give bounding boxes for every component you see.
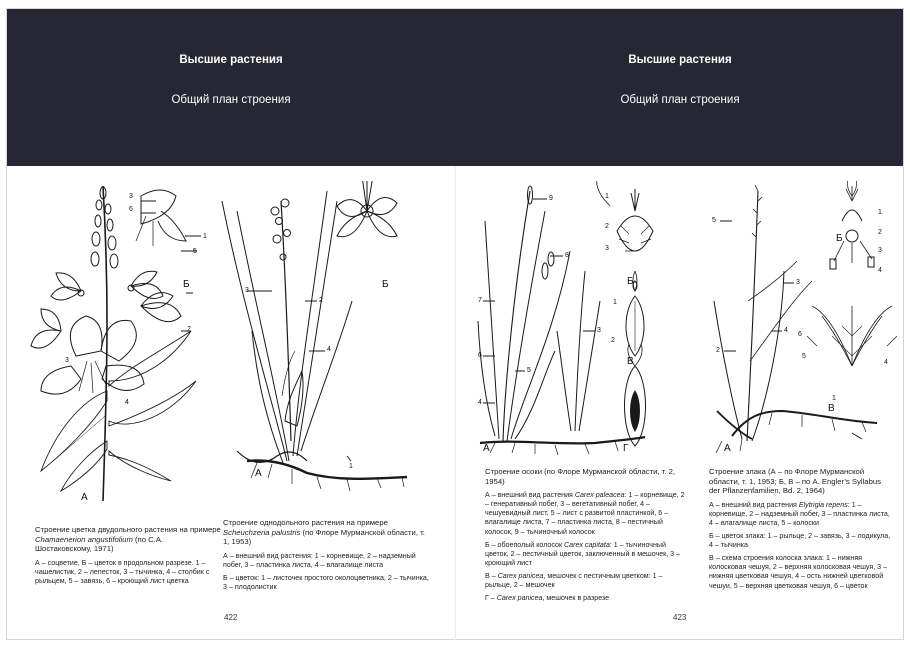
fig3-label-7: 7 xyxy=(478,297,482,304)
left-page-title: Высшие растения xyxy=(179,54,283,66)
fig2-label-2: 2 xyxy=(319,297,323,304)
fig4-label-B: Б xyxy=(836,233,843,244)
grass-drawing xyxy=(702,181,897,456)
fig4-label-V5: 5 xyxy=(802,353,806,360)
fig3-caption-b: Б – обоеполый колосок Carex capitata: 1 – тычиночный цветок, 2 – пестичный цветок, заключенный в мешочек, 3 – кроющий лист xyxy=(485,540,681,567)
fig3-label-V: В xyxy=(627,356,634,367)
fig4-label-4: 4 xyxy=(784,327,788,334)
scheuchzeria-illustration xyxy=(217,181,432,496)
fig1-caption xyxy=(35,525,221,590)
fig3-label-V2: 2 xyxy=(611,337,615,344)
fig4-caption-title: Строение злака (А – по Флоре Мурманской области, т. 1, 1953; Б, В – по A. Engler’s Syllabus der Pflanzenfamilien, Bd. 2, 1964) xyxy=(709,467,881,496)
fig3-caption-v: В – Carex panicea, мешочек с пестичным цветком: 1 – рыльце, 2 – мешочек xyxy=(485,571,663,589)
page-gutter xyxy=(455,166,456,640)
fig2-caption-text-b: Б – цветок: 1 – листочек простого околоцветника, 2 – тычинка, 3 – плодолистик xyxy=(223,574,429,592)
fig1-label-1: 1 xyxy=(203,233,207,240)
fig1-label-3: 3 xyxy=(129,193,133,200)
fig4-label-B2: 2 xyxy=(878,229,882,236)
fig4-caption-b: Б – цветок злака: 1 – рыльце, 2 – завязь, 3 – лодикула, 4 – тычинка xyxy=(709,532,891,550)
fig3-caption-a: А – внешний вид растения Carex paleacea: 1 – корневище, 2 – генеративный побег, 3 – вегетативный побег, 4 – чешуевидный лист, 5 – лист с развитой пластинкой, 6 – влагалище листа, 7 – пластинка листа, 8 – пестичный колосок, 9 – тычиночный колосок xyxy=(485,491,685,536)
fig2-label-A: А xyxy=(255,468,262,479)
fig3-label-6: 6 xyxy=(478,352,482,359)
right-page-title: Высшие растения xyxy=(628,54,732,66)
fig2-label-1: 1 xyxy=(349,463,353,470)
fig1-label-5: 5 xyxy=(193,248,197,255)
header-band xyxy=(7,9,903,166)
fig4-caption xyxy=(709,467,893,595)
fig4-caption-v: В – схема строения колоска злака: 1 – нижняя колосковая чешуя, 2 – верхняя колосковая чешуя, 3 – нижняя цветковая чешуя, 4 – ость нижней цветковой чешуи, 5 – верхняя цветковая чешуя, 6 – цветок xyxy=(709,554,887,590)
fig3-label-V1: 1 xyxy=(613,299,617,306)
fig4-caption-a: А – внешний вид растения Elytrigia repens: 1 – корневище, 2 – надземный побег, 3 – пластинка листа, 4 – влагалище листа, 5 – колоски xyxy=(709,500,890,528)
fig3-label-8: 8 xyxy=(565,252,569,259)
fig3-caption-g: Г – Carex panicea, мешочек в разрезе xyxy=(485,594,610,603)
fig3-label-3: 3 xyxy=(597,327,601,334)
scheuchzeria-drawing xyxy=(217,181,432,496)
fig4-label-B1: 1 xyxy=(878,209,882,216)
fig4-label-A: А xyxy=(724,443,731,454)
fig4-label-V: В xyxy=(828,403,835,414)
fireweed-illustration xyxy=(21,181,221,511)
fig2-label-3: 3 xyxy=(245,287,249,294)
fig4-label-V1: 1 xyxy=(832,395,836,402)
fig4-label-B3: 3 xyxy=(878,247,882,254)
left-page-subtitle: Общий план строения xyxy=(171,94,291,106)
fig1-label-6: 6 xyxy=(129,206,133,213)
sedge-illustration xyxy=(475,181,675,456)
left-page-number: 422 xyxy=(224,613,238,622)
fig2-caption-text-a: А – внешний вид растения: 1 – корневище, 2 – надземный побег, 3 – пластинка листа, 4 – влагалище листа xyxy=(223,551,416,569)
book-spread xyxy=(6,8,904,640)
fig1-caption-title: Строение цветка двудольного растения на примере Chamaenerion angustifolium (по С.А. Шостаковскому, 1971) xyxy=(35,525,221,554)
sedge-drawing xyxy=(475,181,675,456)
fig2-label-4: 4 xyxy=(327,346,331,353)
fig3-label-A: А xyxy=(483,443,490,454)
fig2-caption xyxy=(223,518,433,596)
fig4-label-2: 2 xyxy=(716,347,720,354)
fig3-label-B1: 1 xyxy=(605,193,609,200)
fig2-caption-title: Строение однодольного растения на примере Scheuchzeria palustris (по Флоре Мурманской области, т. 1, 1953) xyxy=(223,518,425,547)
right-page-subtitle: Общий план строения xyxy=(620,94,740,106)
fig3-label-5: 5 xyxy=(527,367,531,374)
fig1-label-B: Б xyxy=(183,279,190,290)
fig3-label-4: 4 xyxy=(478,399,482,406)
fig2-label-B: Б xyxy=(382,279,389,290)
fig1-label-2: 2 xyxy=(187,326,191,333)
fig1-label-3b: 3 xyxy=(65,357,69,364)
fig3-label-B: Б xyxy=(627,276,634,287)
fig1-label-4: 4 xyxy=(125,399,129,406)
fig4-label-3: 3 xyxy=(796,279,800,286)
fig1-label-A: А xyxy=(81,492,88,503)
fig4-label-B4: 4 xyxy=(878,267,882,274)
fig3-caption xyxy=(485,467,690,607)
fig3-label-G: Г xyxy=(623,443,629,454)
grass-illustration xyxy=(702,181,897,456)
right-page-number: 423 xyxy=(673,613,687,622)
fig3-label-B2: 2 xyxy=(605,223,609,230)
fig4-label-V4: 4 xyxy=(884,359,888,366)
fig3-caption-title: Строение осоки (по Флоре Мурманской области, т. 2, 1954) xyxy=(485,467,676,486)
fig3-label-B3: 3 xyxy=(605,245,609,252)
fig4-label-5: 5 xyxy=(712,217,716,224)
fig4-label-V6: 6 xyxy=(798,331,802,338)
fig1-caption-text: А – соцветие, Б – цветок в продольном разрезе. 1 – чашелистик, 2 – лепесток, 3 – тычинка, 4 – столбик с рыльцем, 5 – завязь, 6 – кроющий лист цветка xyxy=(35,558,210,586)
fireweed-drawing xyxy=(21,181,221,511)
fig3-label-9: 9 xyxy=(549,195,553,202)
